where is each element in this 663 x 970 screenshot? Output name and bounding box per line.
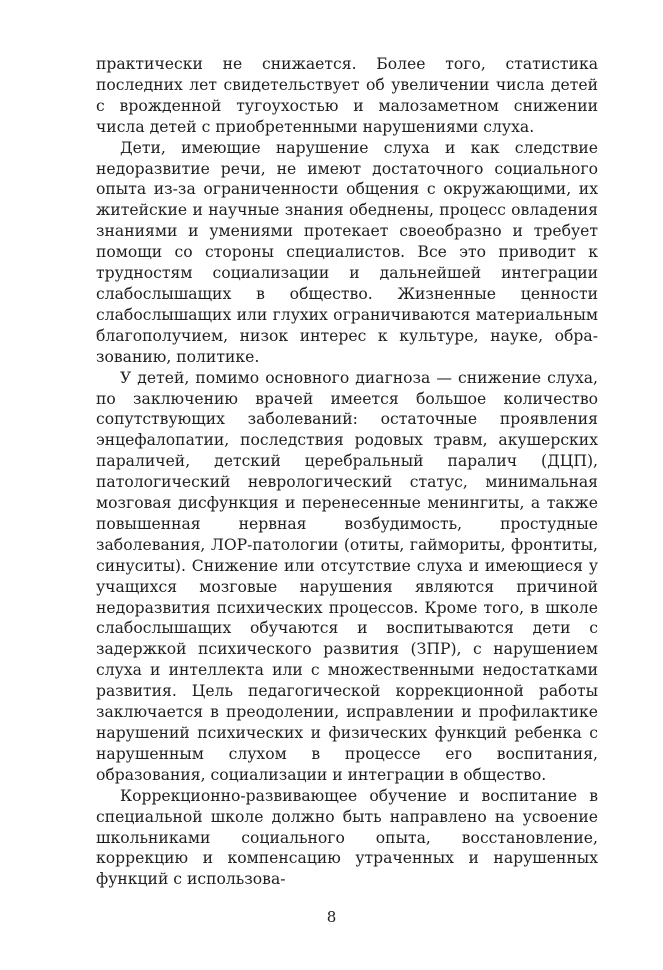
body-text — [96, 54, 598, 890]
paragraph-1: практически не снижается. Более того, статистика последних лет свидетельствует об увеличении числа детей с врожденной тугоухостью и малозаметном снижении числа детей с приобретенными нарушениями слуха. — [96, 55, 598, 136]
paragraph-3: У детей, помимо основного диагноза — снижение слуха, по заключению врачей имеется большое количество сопутствующих заболеваний: остаточные проявления энцефалопатии, последствия родовых травм, акушерских параличей, детский церебральный паралич (ДЦП), патологический неврологический статус, минимальная мозговая дисфункция и перенесенные менингиты, а также повышенная нервная возбудимость, простудные заболевания, ЛОР-патологии (отиты, гаймориты, фронтиты, синуситы). Снижение или отсутствие слуха и имеющиеся у учащихся мозговые нарушения являются причиной недоразвития психических процессов. Кроме того, в школе слабослышащих обучаются и воспитываются дети с задержкой психического развития (ЗПР), с нарушением слуха и интеллекта или с множественными недостатками развития. Цель педагогической коррекционной работы заключается в преодолении, исправлении и профилактике нарушений психических и физических функций ребенка с нарушенным слухом в процессе его воспитания, образования, социализации и интеграции в общество. — [96, 368, 598, 784]
paragraph-2: Дети, имеющие нарушение слуха и как следствие недоразвитие речи, не имеют достаточного социального опыта из-за ограниченности общения с окружающими, их житейские и научные знания обеднены, процесс овладения знаниями и умениями протекает своеобразно и требует помощи со стороны специалистов. Все это приводит к трудностям социализации и дальнейшей интеграции слабослышащих в общество. Жизненные ценности слабослышащих или глухих ограничиваются материальным благополучием, низок интерес к культуре, науке, образованию, политике. — [96, 138, 598, 366]
page-number: 8 — [326, 908, 337, 926]
paragraph-4: Коррекционно-развивающее обучение и воспитание в специальной школе должно быть направлено на усвоение школьниками социального опыта, восстановление, коррекцию и компенсацию утраченных и нарушенных функций с использова- — [96, 786, 598, 889]
